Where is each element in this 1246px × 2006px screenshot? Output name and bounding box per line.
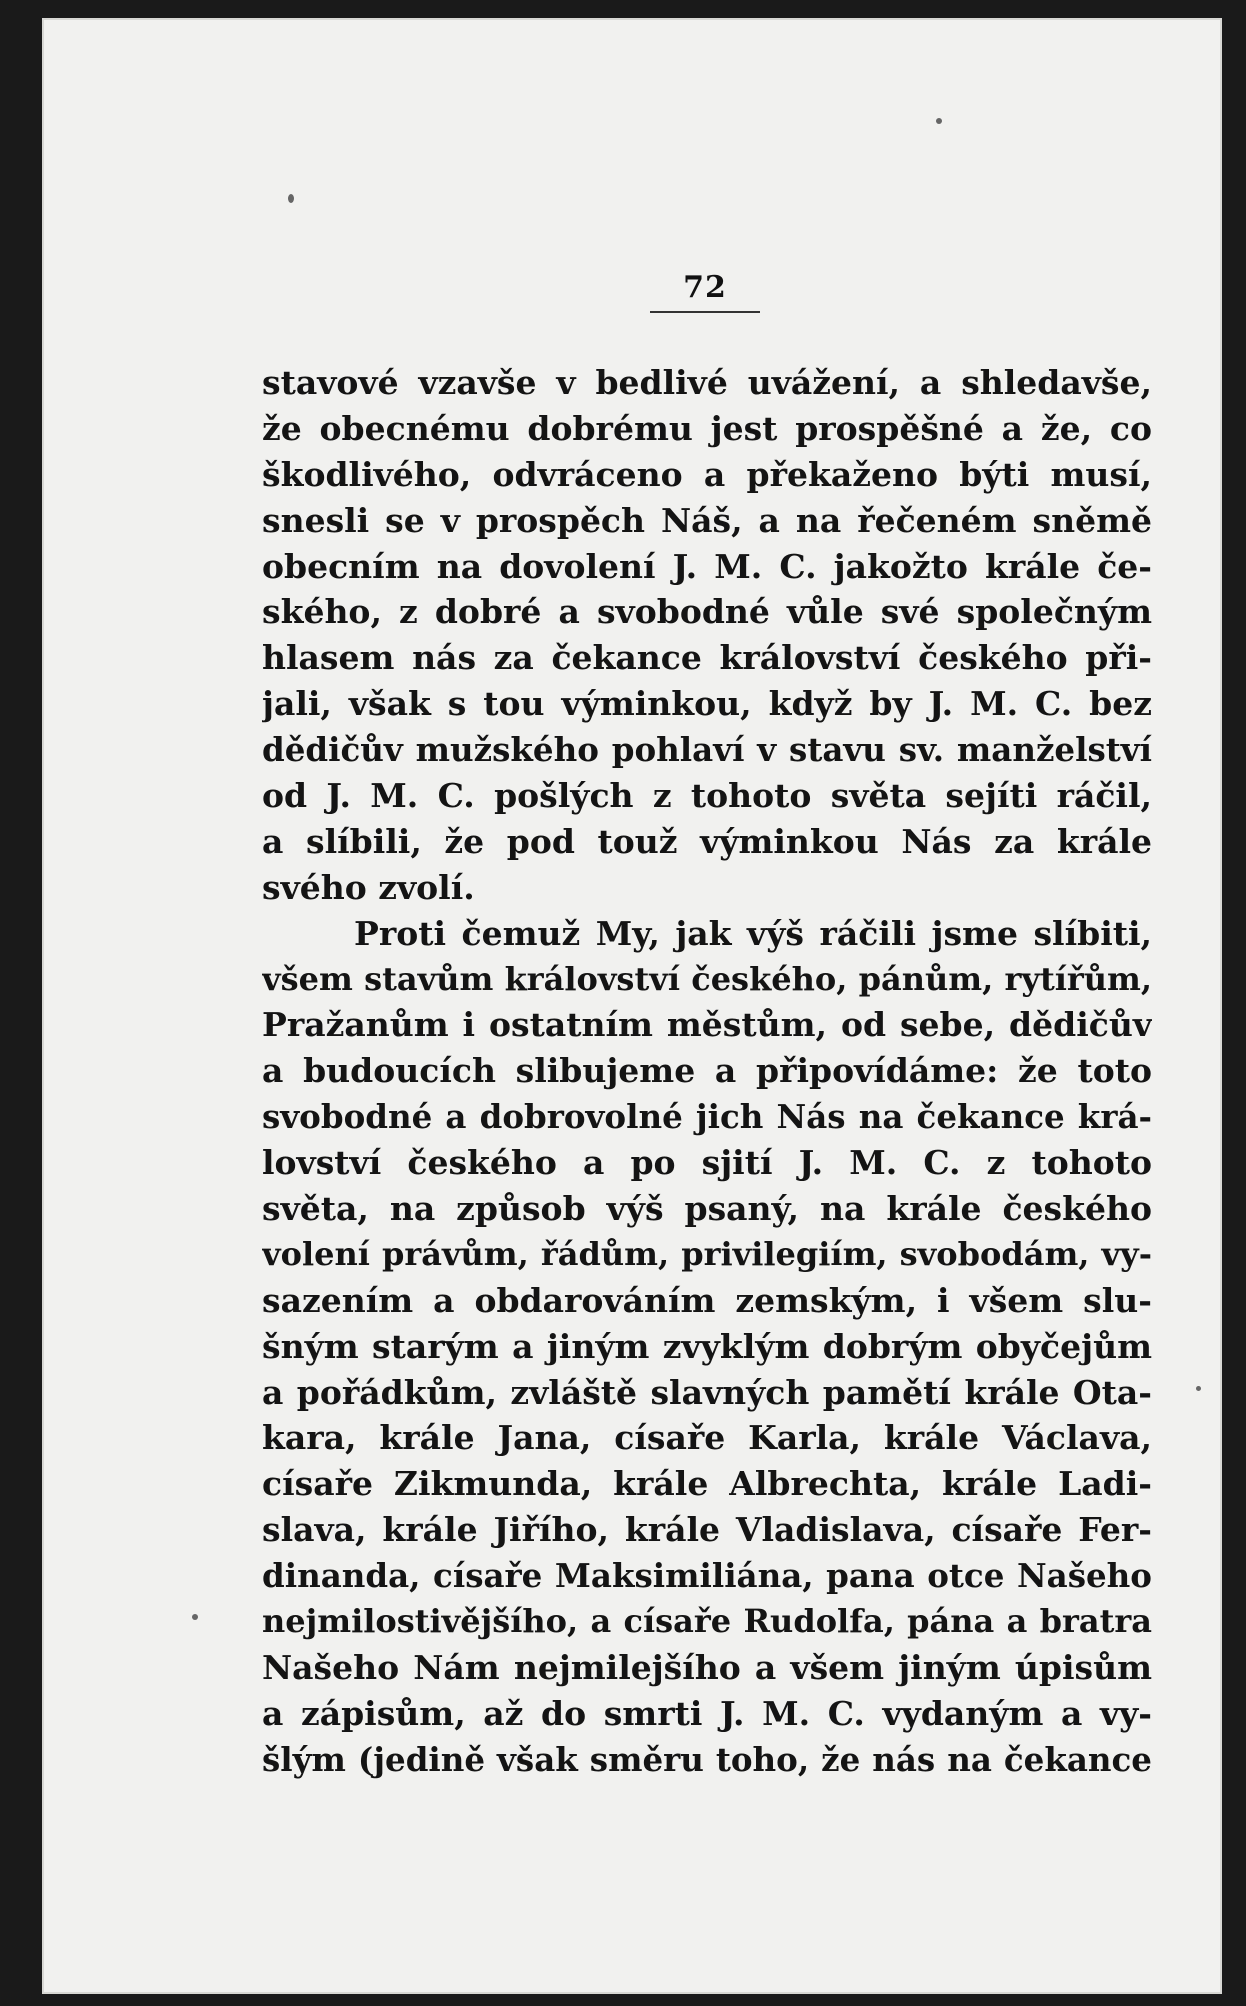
text-line: hlasem nás za čekance království českého při- — [262, 638, 1152, 678]
paragraph-first-line: Proti čemuž My, jak výš ráčili jsme slíbiti, — [354, 913, 1152, 953]
text-line: ského, z dobré a svobodné vůle své společným — [262, 592, 1152, 632]
text-line: a slíbili, že pod touž výminkou Nás za krále — [262, 821, 1152, 861]
text-line: od J. M. C. pošlých z tohoto světa sejíti ráčil, — [262, 776, 1152, 816]
text-line: šlým (jedině však směru toho, že nás na čekance — [262, 1739, 1152, 1779]
text-line: šným starým a jiným zvyklým dobrým obyčejům — [262, 1326, 1152, 1366]
text-line: jali, však s tou výminkou, když by J. M. C. bez — [262, 684, 1152, 724]
text-line: stavové vzavše v bedlivé uvážení, a shledavše, — [262, 363, 1152, 402]
text-line: svobodné a dobrovolné jich Nás na čekance krá- — [262, 1097, 1152, 1137]
paper-speck — [936, 118, 942, 124]
text-line: snesli se v prospěch Náš, a na řečeném sněmě — [262, 500, 1152, 540]
text-line: slava, krále Jiřího, krále Vladislava, císaře Fer- — [262, 1510, 1152, 1550]
text-line: obecním na dovolení J. M. C. jakožto krále če- — [262, 546, 1152, 586]
text-line: že obecnému dobrému jest prospěšné a že, co — [262, 408, 1152, 448]
body-text — [262, 360, 1152, 1783]
text-line: a budoucích slibujeme a připovídáme: že toto — [262, 1051, 1152, 1091]
text-line: lovství českého a po sjití J. M. C. z tohoto — [262, 1143, 1152, 1183]
text-line: Pražanům i ostatním městům, od sebe, dědičův — [262, 1005, 1152, 1045]
text-line: svého zvolí. — [262, 867, 475, 907]
text-line: dědičův mužského pohlaví v stavu sv. manželství — [262, 730, 1152, 770]
text-line: a pořádkům, zvláště slavných pamětí krále Ota- — [262, 1372, 1152, 1412]
paper-speck — [1196, 1386, 1201, 1391]
paper-speck — [288, 194, 294, 203]
text-line: kara, krále Jana, císaře Karla, krále Václava, — [262, 1418, 1152, 1458]
text-line: císaře Zikmunda, krále Albrechta, krále Ladi- — [262, 1464, 1152, 1504]
page-number-rule — [650, 311, 760, 313]
book-page — [42, 18, 1222, 1994]
text-line: volení právům, řádům, privilegiím, svobodám, vy- — [262, 1234, 1152, 1273]
text-line: nejmilostivějšího, a císaře Rudolfa, pána a bratra — [262, 1602, 1152, 1641]
text-line: světa, na způsob výš psaný, na krále českého — [262, 1189, 1152, 1229]
text-line: škodlivého, odvráceno a překaženo býti musí, — [262, 454, 1152, 494]
text-line: sazením a obdarováním zemským, i všem slu- — [262, 1280, 1152, 1320]
text-line: a zápisům, až do smrti J. M. C. vydaným a vy- — [262, 1693, 1152, 1733]
text-line: Našeho Nám nejmilejšího a všem jiným úpisům — [262, 1647, 1152, 1687]
text-line: dinanda, císaře Maksimiliána, pana otce Našeho — [262, 1556, 1152, 1596]
paper-speck — [192, 1614, 198, 1620]
text-line: všem stavům království českého, pánům, rytířům, — [262, 959, 1152, 998]
page-number: 72 — [683, 270, 727, 305]
